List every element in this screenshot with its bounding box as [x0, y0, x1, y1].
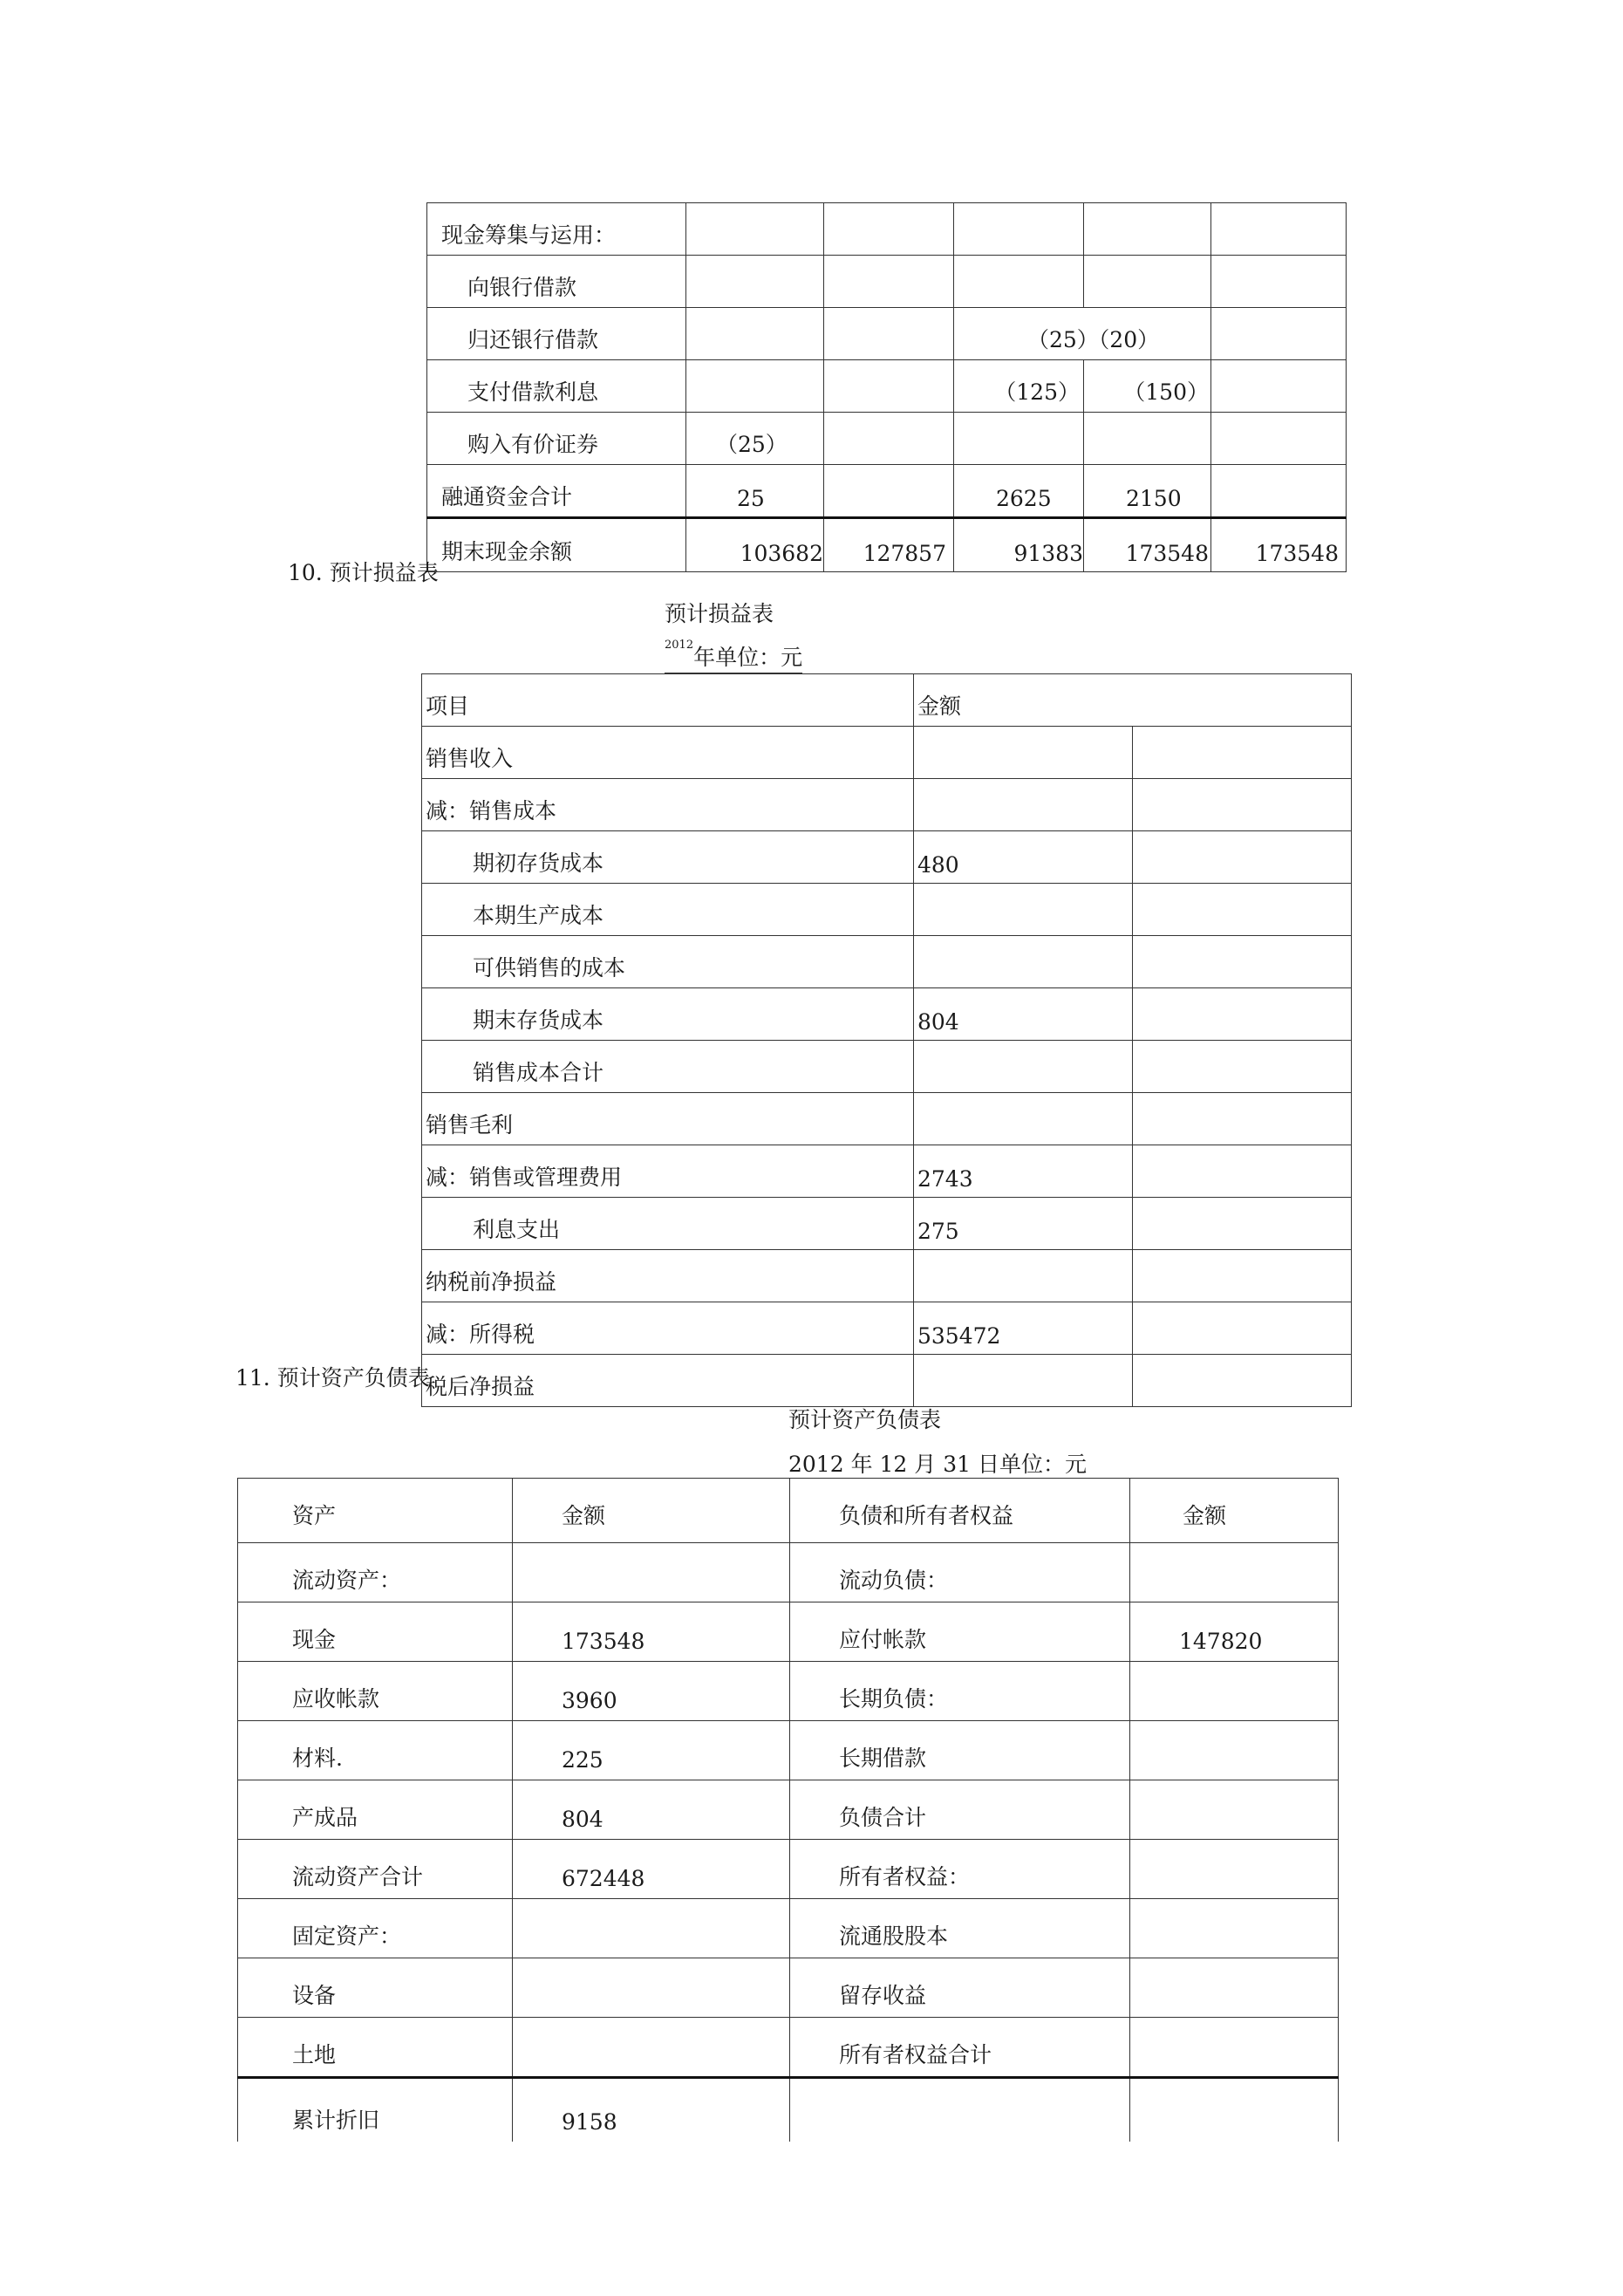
row-label: 销售成本合计 — [422, 1041, 914, 1093]
table-row — [427, 203, 1347, 256]
unit-label: 年单位：元 — [693, 645, 803, 670]
row-label: 设备 — [238, 1958, 513, 2018]
table-cell: 672448 — [513, 1840, 790, 1899]
table-cell — [1130, 2018, 1339, 2078]
table-cell — [914, 727, 1133, 779]
table-row — [422, 1302, 1352, 1355]
table-cell: 91383 — [954, 518, 1084, 572]
table-cell: 25 — [686, 465, 824, 518]
section-heading-10: 10. 预计损益表 — [288, 560, 439, 585]
table-cell — [513, 1899, 790, 1958]
table-cell: 535472 — [914, 1302, 1133, 1355]
table-row — [422, 1041, 1352, 1093]
table-cell: 173548 — [1084, 518, 1211, 572]
row-label: 减：所得税 — [422, 1302, 914, 1355]
table-row — [238, 1780, 1339, 1840]
table-cell — [1133, 1198, 1352, 1250]
table-row — [427, 256, 1347, 308]
balance-sheet-title: 预计资产负债表 — [788, 1407, 942, 1432]
table-cell — [1130, 2078, 1339, 2142]
table-row — [238, 1543, 1339, 1602]
header-amount: 金额 — [914, 674, 1352, 727]
table-cell — [1133, 936, 1352, 988]
header-amount: 金额 — [513, 1479, 790, 1543]
row-label: 向银行借款 — [427, 256, 686, 308]
table-row — [238, 1899, 1339, 1958]
row-label: 所有者权益合计 — [790, 2018, 1130, 2078]
row-label: 流动资产合计 — [238, 1840, 513, 1899]
row-label: 归还银行借款 — [427, 308, 686, 360]
table-cell — [914, 884, 1133, 936]
table-cell: 804 — [513, 1780, 790, 1840]
table-cell — [1133, 1302, 1352, 1355]
table-row — [422, 1198, 1352, 1250]
table-cell — [1130, 1780, 1339, 1840]
table-header-row — [422, 674, 1352, 727]
table-cell — [1133, 1145, 1352, 1198]
table-row — [422, 884, 1352, 936]
table-cell — [1133, 831, 1352, 884]
table-cell — [914, 1250, 1133, 1302]
table-row — [427, 308, 1347, 360]
row-label: 流动负债： — [790, 1543, 1130, 1602]
table-header-row — [238, 1479, 1339, 1543]
table-cell: （25） — [686, 413, 824, 465]
table-cell — [1133, 1093, 1352, 1145]
table-row — [238, 1602, 1339, 1662]
row-label: 期初存货成本 — [422, 831, 914, 884]
row-label — [790, 2078, 1130, 2142]
header-assets: 资产 — [238, 1479, 513, 1543]
table-row — [427, 465, 1347, 518]
balance-sheet-subtitle: 2012 年 12 月 31 日单位：元 — [788, 1452, 1087, 1477]
table-row — [422, 831, 1352, 884]
row-label: 利息支出 — [422, 1198, 914, 1250]
table-cell: 2743 — [914, 1145, 1133, 1198]
row-label: 产成品 — [238, 1780, 513, 1840]
row-label: 现金 — [238, 1602, 513, 1662]
table-cell — [914, 1093, 1133, 1145]
table-cell: 225 — [513, 1721, 790, 1780]
table-cell: 173548 — [513, 1602, 790, 1662]
table-cell — [914, 1355, 1133, 1407]
table-cell — [1130, 1840, 1339, 1899]
row-label: 长期负债： — [790, 1662, 1130, 1721]
row-label: 长期借款 — [790, 1721, 1130, 1780]
cash-financing-table — [426, 202, 1347, 572]
year-label: 2012 — [665, 639, 694, 652]
table-cell: （125） — [954, 360, 1084, 413]
table-cell — [1130, 1662, 1339, 1721]
table-cell — [914, 936, 1133, 988]
row-label: 留存收益 — [790, 1958, 1130, 2018]
table-row — [422, 1145, 1352, 1198]
table-row — [238, 1721, 1339, 1780]
table-row — [238, 1958, 1339, 2018]
row-label: 可供销售的成本 — [422, 936, 914, 988]
table-row — [422, 936, 1352, 988]
row-label: 销售毛利 — [422, 1093, 914, 1145]
table-cell — [1133, 988, 1352, 1041]
row-label: 土地 — [238, 2018, 513, 2078]
table-cell: （150） — [1084, 360, 1211, 413]
row-label: 所有者权益： — [790, 1840, 1130, 1899]
header-amount: 金额 — [1130, 1479, 1339, 1543]
row-label: 累计折旧 — [238, 2078, 513, 2142]
table-cell — [1133, 884, 1352, 936]
row-label: 本期生产成本 — [422, 884, 914, 936]
balance-sheet-table — [237, 1478, 1339, 2142]
table-cell — [1133, 779, 1352, 831]
table-cell — [513, 1543, 790, 1602]
row-label: 减：销售成本 — [422, 779, 914, 831]
row-label: 销售收入 — [422, 727, 914, 779]
table-cell — [1133, 1355, 1352, 1407]
row-label: 材料. — [238, 1721, 513, 1780]
row-label: 购入有价证券 — [427, 413, 686, 465]
row-label: 负债合计 — [790, 1780, 1130, 1840]
table-cell — [1133, 727, 1352, 779]
table-cell: 480 — [914, 831, 1133, 884]
table-cell: 275 — [914, 1198, 1133, 1250]
table-cell: 127857 — [824, 518, 954, 572]
header-liabilities: 负债和所有者权益 — [790, 1479, 1130, 1543]
table-cell — [1130, 1721, 1339, 1780]
table-cell: 103682 — [686, 518, 824, 572]
table-row — [422, 988, 1352, 1041]
table-cell — [914, 1041, 1133, 1093]
table-row — [238, 1840, 1339, 1899]
table-cell — [513, 1958, 790, 2018]
income-statement-subtitle — [665, 640, 802, 673]
row-label: 期末存货成本 — [422, 988, 914, 1041]
table-row — [238, 1662, 1339, 1721]
table-row — [422, 727, 1352, 779]
table-cell: 9158 — [513, 2078, 790, 2142]
row-label: 纳税前净损益 — [422, 1250, 914, 1302]
table-cell — [513, 2018, 790, 2078]
row-label: 流通股股本 — [790, 1899, 1130, 1958]
table-row — [422, 779, 1352, 831]
row-label: 支付借款利息 — [427, 360, 686, 413]
table-cell: 173548 — [1211, 518, 1347, 572]
table-cell — [1130, 1958, 1339, 2018]
table-row — [422, 1250, 1352, 1302]
income-statement-title: 预计损益表 — [665, 601, 774, 626]
table-cell: （25）（20） — [954, 308, 1084, 360]
table-cell — [1130, 1543, 1339, 1602]
row-label: 流动资产： — [238, 1543, 513, 1602]
table-cell — [1133, 1250, 1352, 1302]
table-cell: 804 — [914, 988, 1133, 1041]
table-cell: 147820 — [1130, 1602, 1339, 1662]
row-label: 减：销售或管理费用 — [422, 1145, 914, 1198]
table-cell — [914, 779, 1133, 831]
row-label: 融通资金合计 — [427, 465, 686, 518]
row-label: 现金筹集与运用： — [427, 203, 686, 256]
table-row — [422, 1355, 1352, 1407]
header-item: 项目 — [422, 674, 914, 727]
table-cell: 2625 — [954, 465, 1084, 518]
table-row — [238, 2018, 1339, 2078]
table-cell — [1133, 1041, 1352, 1093]
table-row — [427, 413, 1347, 465]
table-cell — [1130, 1899, 1339, 1958]
section-heading-11: 11. 预计资产负债表 — [235, 1365, 430, 1391]
table-cell: 2150 — [1084, 465, 1211, 518]
row-label: 固定资产： — [238, 1899, 513, 1958]
table-row — [427, 360, 1347, 413]
income-statement-table — [421, 673, 1352, 1407]
row-label: 应收帐款 — [238, 1662, 513, 1721]
table-row — [238, 2078, 1339, 2142]
row-label: 期末现金余额 — [427, 518, 686, 572]
table-row — [427, 518, 1347, 572]
row-label: 税后净损益 — [422, 1355, 914, 1407]
table-row — [422, 1093, 1352, 1145]
table-cell: 3960 — [513, 1662, 790, 1721]
row-label: 应付帐款 — [790, 1602, 1130, 1662]
